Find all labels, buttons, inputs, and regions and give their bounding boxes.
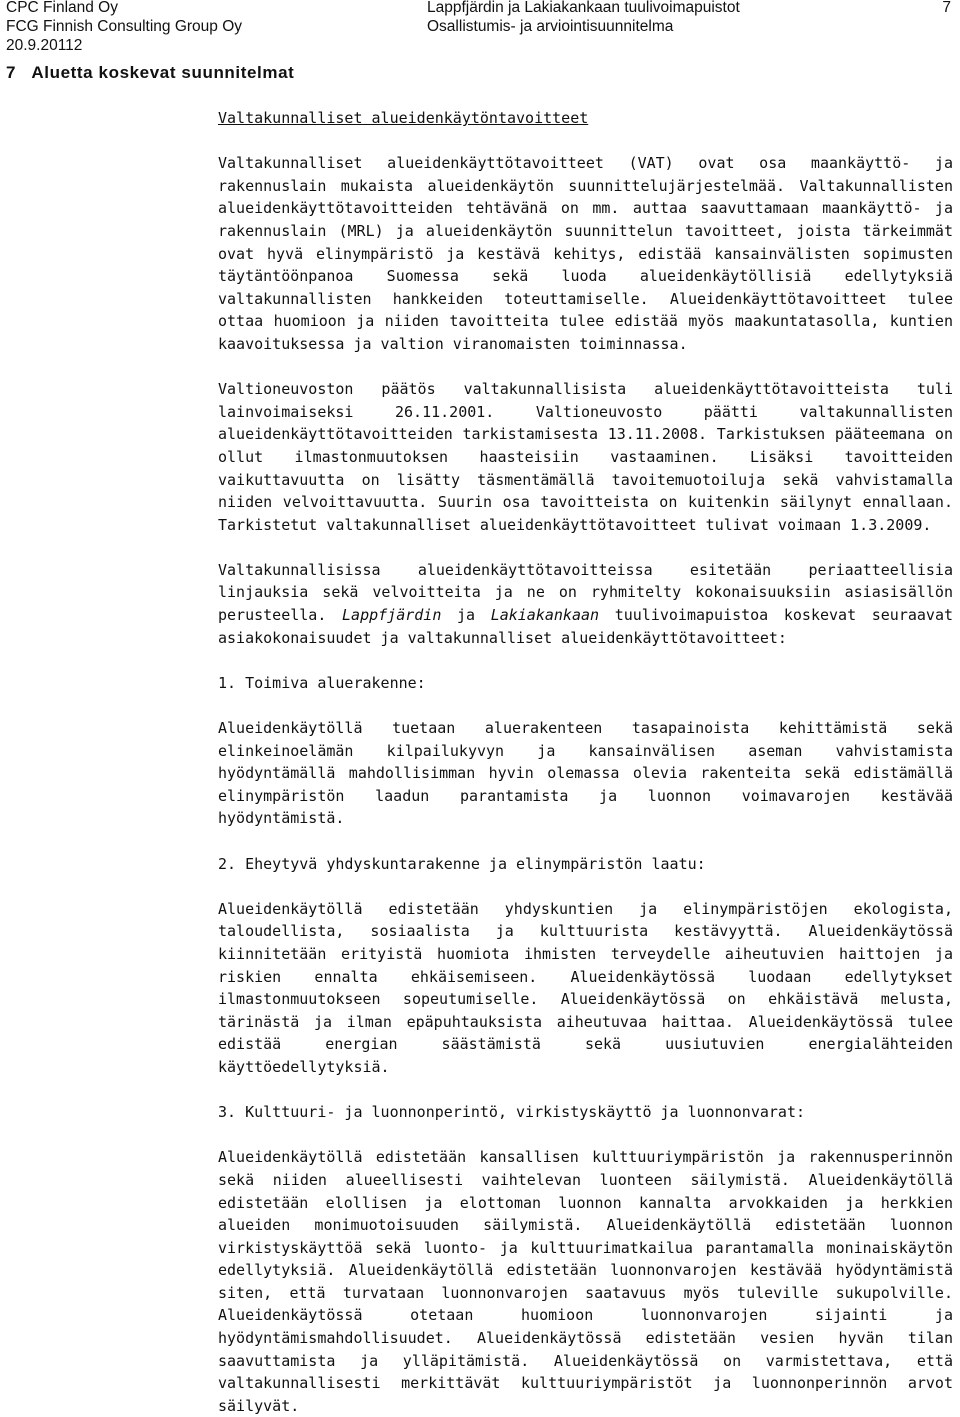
paragraph-text: tuulivoimapuistoa koskevat seuraavat asiakokonaisuudet ja valtakunnalliset alueidenkäyttötavoitteet: xyxy=(218,606,954,647)
list-heading-2: 2. Eheytyvä yhdyskuntarakenne ja elinympäristön laatu: xyxy=(218,854,706,873)
header-document-title: Osallistumis- ja arviointisuunnitelma xyxy=(427,18,674,35)
paragraph-community-structure: Alueidenkäytöllä edistetään yhdyskuntien ja elinympäristöjen ekologista, taloudellista, sosiaalista ja kulttuurista kestävyyttä. Alueidenkäytössä kiinnitetään erityistä huomiota ihmisten terveydelle aiheutuvien haittojen ja riskien ennalta ehkäisemiseen. Alueidenkäytössä luodaan edellytykset ilmastonmuutokseen sopeutumiselle. Alueidenkäytössä on ehkäistävä melusta, tärinästä ja ilman epäpuhtauksista aiheutuvaa haittaa. Alueidenkäytössä tulee edistää energian säästämistä sekä uusiutuvien energialähteiden käyttöedellytyksiä. xyxy=(218,899,953,1076)
paragraph-cultural-heritage: Alueidenkäytöllä edistetään kansallisen kulttuuriympäristön ja rakennusperinnön sekä niiden alueellisesti vaihtelevan luonteen säilymistä. Alueidenkäytöllä edistetään elollisen ja elottoman luonnon kannalta arvokkaiden ja herkkien alueiden monimuotoisuuden säilymistä. Alueidenkäytöllä edistetään luonnon virkistyskäyttöä sekä luonto- ja kulttuurimatkailua parantamalla moninaiskäytön edellytyksiä. Alueidenkäytöllä edistetään luonnonvarojen kestävää hyödyntämistä siten, että turvataan luonnonvarojen saatavuus myös tuleville sukupolville. Alueidenkäytössä otetaan huomioon luonnonvarojen sijainti ja hyödyntämismahdollisuudet. Alueidenkäytössä edistetään vesien hyvän tilan saavuttamista ja ylläpitämistä. Alueidenkäytössä on varmistettava, että valtakunnallisesti merkittävät kulttuuriympäristöt ja luonnonperinnön arvot säilyvät. xyxy=(218,1148,953,1415)
page-header xyxy=(0,0,960,56)
section-subheading: Valtakunnalliset alueidenkäytöntavoitteet xyxy=(218,109,589,127)
section-heading: 7 Aluetta koskevat suunnitelmat xyxy=(6,63,295,82)
paragraph-text: Valtakunnallisissa alueidenkäyttötavoitteissa esitetään periaatteellisia linjauksia sekä velvoitteita ja ne on ryhmitelty kokonaisuuksiin asiasisällön perusteella. xyxy=(218,560,953,625)
page-number: 7 xyxy=(942,0,951,16)
place-name-lappfjard: Lappfjärdin xyxy=(342,606,442,625)
place-name-lakiakangas: Lakiakankaan xyxy=(490,606,600,625)
paragraph-regional-structure: Alueidenkäytöllä tuetaan aluerakenteen tasapainoista kehittämistä sekä elinkeinoelämän kilpailukyvyn ja kansainvälisen aseman vahvistamista hyödyntämällä mahdollisimman hyvin olemassa olevia rakenteita sekä edistämällä elinympäristön laadun parantamista ja luonnon voimavarojen kestävää hyödyntämistä. xyxy=(218,719,953,828)
paragraph-vat-themes xyxy=(218,559,953,649)
header-right-block xyxy=(427,0,740,36)
list-heading-3: 3. Kulttuuri- ja luonnonperintö, virkistyskäyttö ja luonnonvarat: xyxy=(218,1103,805,1122)
paragraph-text: ja xyxy=(441,606,491,625)
list-heading-1: 1. Toimiva aluerakenne: xyxy=(218,673,426,692)
header-left-block xyxy=(6,0,242,55)
header-date: 20.9.20112 xyxy=(6,37,83,54)
header-project-title: Lappfjärdin ja Lakiakankaan tuulivoimapuistot xyxy=(427,0,740,16)
header-company-line2: FCG Finnish Consulting Group Oy xyxy=(6,18,243,35)
header-company-line1: CPC Finland Oy xyxy=(6,0,118,16)
paragraph-vat-intro: Valtakunnalliset alueidenkäyttötavoitteet (VAT) ovat osa maankäyttö- ja rakennuslain mukaista alueidenkäytön suunnittelujärjestelmää. Valtakunnallisten alueidenkäyttötavoitteiden tehtävänä on mm. auttaa saavuttamaan maankäyttö- ja rakennuslain (MRL) ja alueidenkäytön suunnittelun tavoitteet, joista tärkeimmät ovat hyvä elinympäristö ja kestävä kehitys, edistää kansainvälisten sopimusten täytäntöönpanoa Suomessa sekä luoda alueidenkäytöllisiä edellytyksiä valtakunnallisten hankkeiden toteuttamiselle. Alueidenkäyttötavoitteet tulee ottaa huomioon ja niiden tavoitteita tulee edistää myös maakuntatasolla, kuntien kaavoituksessa ja valtion viranomaisten toiminnassa. xyxy=(218,154,953,353)
paragraph-vat-decision: Valtioneuvoston päätös valtakunnallisista alueidenkäyttötavoitteista tuli lainvoimaiseksi 26.11.2001. Valtioneuvosto päätti valtakunnallisten alueidenkäyttötavoitteiden tarkistamisesta 13.11.2008. Tarkistuksen pääteemana on ollut ilmastonmuutoksen haasteisiin vastaaminen. Lisäksi tavoitteiden vaikuttavuutta on lisätty täsmentämällä tavoitemuotoiluja sekä vahvistamalla niiden velvoittavuutta. Suurin osa tavoitteista on kuitenkin säilynyt ennallaan. Tarkistetut valtakunnalliset alueidenkäyttötavoitteet tulivat voimaan 1.3.2009. xyxy=(218,380,953,534)
document-body xyxy=(218,107,953,1417)
